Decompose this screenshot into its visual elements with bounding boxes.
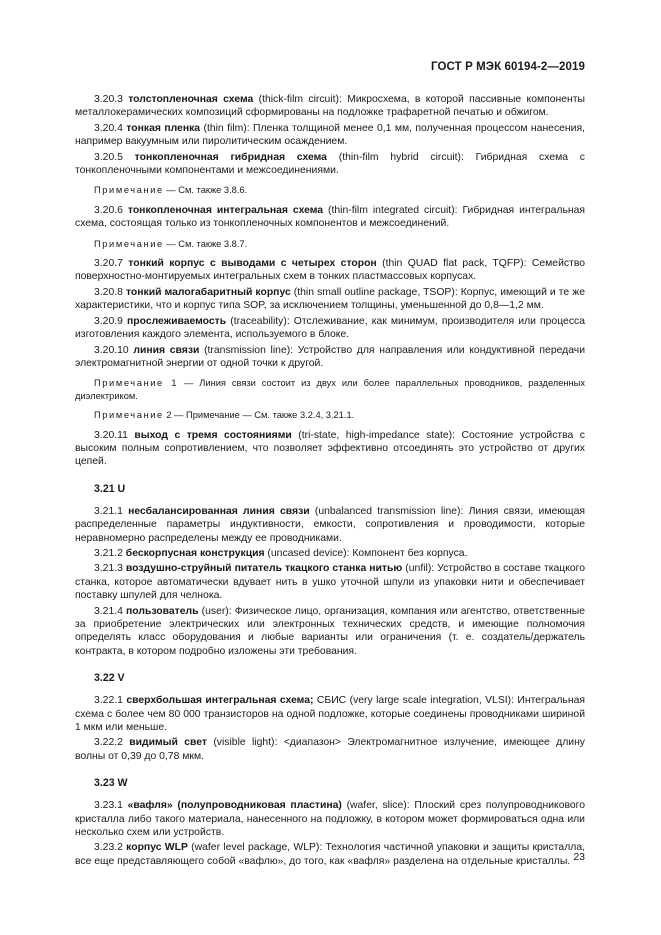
term-text: (user): Физическое лицо, организация, компания или агентство, ответственные за приобретение электрических или электронных технических средств, и имеющие полномочия определять класс оборудования и любые варианты или ограничения (т. е. создатель/держатель контракта, в котором подробно изложены эти требования. xyxy=(75,605,585,657)
note-label: Примечание xyxy=(94,410,164,421)
section-heading: 3.22 V xyxy=(94,672,125,685)
term-name: тонкопленочная гибридная схема xyxy=(134,151,327,163)
document-header: ГОСТ Р МЭК 60194-2—2019 xyxy=(431,61,585,73)
note-text: — См. также 3.8.7. xyxy=(163,238,248,249)
term-name: воздушно-струйный питатель ткацкого станка нитью xyxy=(125,563,403,575)
term-text: (thin-film hybrid circuit): Гибридная схема с тонкопленочными компонентами и межсоединениями. xyxy=(75,151,585,177)
term-name: корпус WLP xyxy=(126,842,188,854)
term-number: 3.20.5 xyxy=(94,151,123,163)
term-number: 3.20.4 xyxy=(94,122,123,134)
term-name: «вафля» (полупроводниковая пластина) xyxy=(127,800,342,812)
term-definition xyxy=(75,694,585,734)
term-definition xyxy=(75,799,585,839)
term-number: 3.20.8 xyxy=(94,286,123,298)
term-definition xyxy=(75,505,585,545)
term-text: (wafer level package, WLP): Технология частичной упаковки и защиты кристалла, все еще представляющего собой «вафлю», до того, как «вафля» разделена на отдельные кристаллы. xyxy=(75,842,585,867)
term-text: (visible light): <диапазон> Электромагнитное излучение, имеющее длину волны от 0,39 до 0,78 мкм. xyxy=(75,737,585,762)
section-heading: 3.21 U xyxy=(94,482,126,495)
term-definition xyxy=(75,429,585,469)
term-definition xyxy=(75,204,585,231)
term-text: СБИС (very large scale integration, VLSI): Интегральная схема с более чем 80 000 транзисторов на одной подложке, которые соединены проводниками шириной 1 мкм или меньше. xyxy=(75,695,585,734)
term-text: (thin-film integrated circuit): Гибридная интегральная схема, состоящая только из тонкопленочных компонентов и межсоединений. xyxy=(75,204,586,230)
term-definition xyxy=(75,93,585,120)
note-text: 2 — Примечание — См. также 3.2.4, 3.21.1. xyxy=(163,410,355,421)
term-number: 3.23.1 xyxy=(94,800,123,812)
term-number: 3.21.3 xyxy=(94,563,123,575)
term-definition xyxy=(75,547,585,560)
term-definition xyxy=(75,151,585,178)
term-definition xyxy=(75,286,585,313)
section-heading: 3.23 W xyxy=(94,777,128,790)
term-definition xyxy=(75,562,585,602)
term-text: (tri-state, high-impedance state): Состояние устройства с высоким полным сопротивлением, что позволяет эффективно отсоединять это устройство от других цепей. xyxy=(75,429,585,468)
note-label: Примечание xyxy=(94,185,164,196)
term-name: бескорпусная конструкция xyxy=(125,547,265,559)
term-name: линия связи xyxy=(133,344,200,356)
term-number: 3.22.2 xyxy=(94,737,123,749)
note-text: — См. также 3.8.6. xyxy=(163,185,248,196)
term-number: 3.20.6 xyxy=(94,204,123,216)
note-text: — Линия связи состоит из двух или более параллельных проводников, разделенных диэлектриком. xyxy=(75,378,586,401)
term-number: 3.20.9 xyxy=(94,315,123,327)
term-name: пользователь xyxy=(126,605,199,617)
term-text: (uncased device): Компонент без корпуса. xyxy=(264,547,468,559)
term-definition xyxy=(75,315,585,342)
term-name: тонкая пленка xyxy=(126,122,201,134)
term-name: видимый свет xyxy=(129,737,208,749)
note xyxy=(75,238,585,250)
term-number: 3.22.1 xyxy=(94,695,123,707)
note xyxy=(75,377,585,402)
term-name: толстопленочная схема xyxy=(128,94,254,105)
term-number: 3.21.1 xyxy=(94,505,123,517)
note xyxy=(75,409,585,421)
term-definition xyxy=(75,736,585,763)
term-definition xyxy=(75,841,585,868)
term-definition xyxy=(75,122,585,149)
term-definition xyxy=(75,257,585,284)
note-label: Примечание 1 xyxy=(94,378,179,389)
term-name: выход с тремя состояниями xyxy=(134,429,292,441)
term-text: (unfil): Устройство в составе ткацкого станка, которое автоматически вдувает нить в ушко уточной шпули из упаковки нити и обеспечивает поставку шпулей для челнока. xyxy=(75,563,586,602)
term-name: прослеживаемость xyxy=(126,315,227,327)
term-text: (thin film): Пленка толщиной менее 0,1 мм, полученная процессом нанесения, например вакуумным или пиролитическим осаждением. xyxy=(75,122,585,148)
term-name: тонкий корпус с выводами с четырех сторон xyxy=(128,258,377,270)
term-definition xyxy=(75,605,585,659)
term-name: сверхбольшая интегральная схема; xyxy=(126,695,314,707)
term-number: 3.21.4 xyxy=(94,605,123,617)
term-number: 3.21.2 xyxy=(94,547,123,559)
term-name: тонкопленочная интегральная схема xyxy=(127,204,324,216)
term-text: (thin small outline package, TSOP): Корпус, имеющий и те же характеристики, что и корпус типа SOP, за исключением толщины, уменьшенной до 0,8—1,2 мм. xyxy=(75,286,585,312)
term-number: 3.20.3 xyxy=(94,94,123,105)
term-number: 3.20.10 xyxy=(94,344,129,356)
page-number: 23 xyxy=(573,851,585,863)
term-name: несбалансированная линия связи xyxy=(128,505,310,517)
note-label: Примечание xyxy=(94,238,164,249)
term-name: тонкий малогабаритный корпус xyxy=(125,286,291,298)
term-definition xyxy=(75,344,585,371)
term-text: (traceability): Отслеживание, как минимум, производителя или процесса изготовления каждого элемента, используемого в блоке. xyxy=(75,315,585,341)
term-number: 3.20.11 xyxy=(94,429,128,441)
note xyxy=(75,184,585,196)
term-text: (unbalanced transmission line): Линия связи, имеющая распределенные параметры индуктивности, емкости, сопротивления и проводимости, которые неравномерно распределены между ее проводниками. xyxy=(75,505,585,544)
page-content xyxy=(75,91,585,868)
term-text: (transmission line): Устройство для направления или кондуктивной передачи электромагнитной энергии от одной точки к другой. xyxy=(75,344,585,369)
term-text: (thin QUAD flat pack, TQFP): Семейство поверхностно-монтируемых интегральных схем в тонких пластмассовых корпусах. xyxy=(75,258,586,283)
term-number: 3.23.2 xyxy=(94,842,123,854)
term-number: 3.20.7 xyxy=(94,258,123,270)
term-text: (thick-film circuit): Микросхема, в которой пассивные компоненты металлокерамических композиций сформированы на подложке трафаретной печатью и обжигом. xyxy=(75,94,585,119)
term-text: (wafer, slice): Плоский срез полупроводникового кристалла либо такого материала, нанесенного на подложку, в котором может формироваться одна или несколько схем или устройств. xyxy=(75,800,585,839)
